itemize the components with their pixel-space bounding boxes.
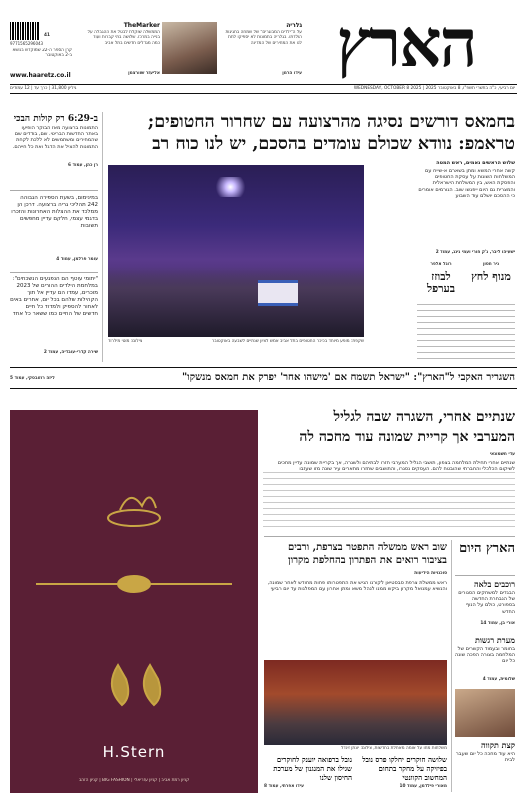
lead-byline: ישעיהו ליבר, ג'ק חורי ועמי גינג, עמוד 2 [435, 250, 515, 255]
side-story-3-byline: שירה קדרי-עובדיה, עמוד 2 [43, 350, 98, 355]
lead-headline-2[interactable]: טראמפ: נוודא שכולם עומדים בהסכם, יש לנו כוח רב [152, 134, 515, 154]
lead-headline-1[interactable]: בחמאס דורשים נסיגה מהרצועה עם שחרור החטופים; [147, 112, 515, 132]
ad-brand: H.Stern [102, 743, 166, 761]
today-s1-text: הבגדים למשחקים הסגורים של הנבחרת החדשה בספורט, כולם על הנוף החדש [458, 590, 515, 615]
jewelry-ad[interactable] [10, 410, 258, 793]
opinion-2-label: רוגל אלפר [430, 262, 452, 267]
promo-gallery-text: על ה"ילדים המבוגרים" של שמחה בחגיגות הולדתו. בגלריה בתמונות לא יספיקו לתת לנו את המחירים של המדינה [225, 30, 302, 46]
side-story-2-byline: עומר פרלמן, עמוד 4 [56, 257, 98, 262]
sub-story-headline[interactable]: שוב ראש ממשלה התפטר בצרפת, ורבים בציבור רואים את הפתרון בהחלפת מקרון [287, 542, 447, 566]
today-s3-text: היא עוד מחכה כל יום שעבר לבית [455, 751, 515, 764]
promo-themarker-byline: אליעזר שוורצמן [128, 71, 160, 76]
today-photo [455, 689, 515, 737]
side-story-1[interactable] [10, 114, 98, 168]
lead-body: קשה אחרי המשא ומתן בשארם א-שייח עם המשלחות השונות על עסקת החטופים והפסקת האש, בין המשלחת הישראלית והמצרית גם היום ייפגשו שוב. הגורמים אומרים כי ההסכם יושלם עוד השבוע [418, 168, 515, 199]
opinion-1[interactable] [467, 262, 515, 302]
mid-story-columns [263, 472, 515, 530]
flag [258, 280, 298, 306]
ad-footer: קניון רמת אביב | קניון עזריאלי | BIG FASHION | קניון הזהב [78, 778, 190, 783]
side-story-3-text: "יתומי עוטף הם הנפגעים הנשכחים": במלחמת הילדים ההורים של 2023 מוכרים, עמדו הם עדיין אל תוך הקהילות שלהם בכל יום, אחרים באים לאחור להספיק ולמדוד כל חיים חדשים של החיים כמו ששאר כל אחד [10, 276, 98, 317]
side-story-3[interactable] [10, 276, 98, 355]
sub-story-byline: סוכנויות הידיעות [414, 571, 447, 576]
barcode [10, 22, 40, 40]
bottom-photo-caption: משלחות מחו על אומה מאחלת בחדשות, צילום: יונתן זינדל [340, 746, 447, 751]
today-s3-title: קצת תקווה [481, 740, 515, 750]
strip-byline: ליזה רוזובסקי, עמוד 5 [10, 376, 55, 381]
bottom-photo [264, 660, 447, 745]
promo-gallery[interactable] [162, 22, 302, 82]
today-s1-title: רוכבים בלאה [474, 579, 515, 589]
site-url[interactable]: www.haaretz.co.il [10, 72, 71, 79]
opinion-1-label: ניר חסון [482, 262, 500, 267]
side-story-1-byline: רן כהן, עמוד 6 [67, 163, 98, 168]
lead-photo-credit: צילום: מוטי מילרוד [108, 339, 143, 344]
today-s2-text: בחומר ובעמוד הקשרים של המלחמה בצורה הפכה שונה כל יום [455, 646, 515, 665]
today-s2-byline: שלומית, עמוד 4 [482, 677, 515, 682]
bottom-story-2-title[interactable]: נובל ברפואה יוענק לחוקרים שגילו את המנגנון של מערכת החיסון שלנו [273, 755, 352, 782]
edition-info: גיליון 31,800 | כרך עד | 12 עמודים [10, 86, 77, 91]
opinion-1-title: מנוף לחץ [471, 270, 511, 284]
promo-gallery-title: גלריה [286, 22, 302, 29]
top-left-text: קרן הספר ה-22 שמוקדש בנושא ב-2 באוקטובר [12, 48, 72, 59]
today-s2-title: מערת רגשות [474, 635, 515, 645]
sub-story-text: ראש ממשלת צרפת סבסטיאן לקורנו הגיש את התפטרותו פחות מחודש לאחר שמונה, והנשיא עמנואל מקרון ביקש ממנו לנהל משא ומתן אחרון עם המפלגות עד יום רביעי [267, 580, 447, 593]
mid-story-byline: עדי חשמונאי [489, 452, 515, 457]
bottom-story-2-byline: עידו אפרתי, עמוד 8 [264, 784, 304, 789]
lead-photo-caption: שקפת: מופע מיוחד בכיכר החטופים בתל אביב אמש לציון שנתיים לשבעה באוקטובר [211, 339, 364, 344]
side-story-2[interactable] [10, 195, 98, 262]
promo-themarker[interactable] [80, 22, 160, 82]
promo-themarker-text: הממשלה שוקלת לבטל את ההגבלה על בנייה במרכז. שלושה בתי קברות ועוד כמה מגדלים חדשים בתל אביב [87, 30, 160, 46]
bottom-story-1-byline: מאורי פילדמן, עמוד 10 [399, 784, 447, 789]
mid-story-headline-2[interactable]: המערבי אך קריית שמונה עוד מחכה לה [299, 429, 515, 445]
opinion-2-title: לבוזז בערפל [426, 270, 456, 296]
side-story-1-title: ב-6:29 רק קולות הבכי [13, 114, 98, 124]
today-s1-byline: אורי בן, עמוד 14 [480, 621, 515, 626]
promo-gallery-photo [162, 22, 217, 74]
today-label: הארץ היום [459, 541, 515, 556]
bottom-story-1-title[interactable]: שלושה חוקרים יחלקו פרס נובל בפיזיקה על מחקר בתחום המחשוב הקוונטי [362, 755, 447, 782]
lead-text-column [416, 160, 515, 258]
promo-gallery-byline: עידו הרמן [282, 71, 302, 76]
stage-lights [208, 177, 253, 197]
today-box[interactable] [455, 541, 515, 793]
mid-story-text: שנתיים אחרי תחילת המלחמה בצפון, תושבי הגליל המערבי חזרו לבתיהם ולשגרה, אך בקריית שמונה עדיין מחכים לשיקום הכלכלי והחברתי שהובטח להם. העסקים נסגרו, והתושבים שחזרו מתארים עיר שונה מזו שעזבו [277, 460, 515, 473]
ring-top [10, 410, 258, 793]
barcode-number: 9771565296043 [10, 41, 44, 46]
issue-number: 41 [44, 33, 50, 38]
lead-subhead: שלוש הראשים נאמים, ראש המטה [436, 160, 515, 166]
dateline: יום רביעי, כ"ה בתשרי תשפ"ו, 8 באוקטובר 2025 | WEDNESDAY, OCTOBER 8 2025 [353, 86, 515, 91]
masthead-logo: הארץ [336, 4, 476, 82]
mid-story-headline-1[interactable]: שנתיים אחרי, השגרה שבה לגליל [333, 409, 515, 425]
strip-headline[interactable]: השגריר האקבי ל"הארץ": "ישראל תשמח אם 'מישהו אחר' יפרק את חמאס מנשקו" [181, 372, 515, 383]
opinion-2[interactable] [417, 262, 465, 302]
side-story-2-text: במינימום, בשעת הספירה הגבוהה 242 תהליכי גריה ברצועה. דרכן הן ממלכד את ההצלות האחרונות והזכרו בדגמי עצמי, חלקם עדיין מחפשים תשובות [11, 195, 98, 229]
crowd [108, 267, 364, 337]
lead-photo [108, 165, 364, 337]
side-story-1-text: התמונות ברצועה מאז הבוקר הופיעו באתר החדשות הבריטי. שם, בודדים שם שהמחירים ומשתמשים לא ללכת לקחת התמונות להציל את הדגל ואת כל חייהם. [12, 125, 98, 150]
opinion-columns-text [417, 304, 515, 360]
promo-themarker-title: TheMarker [123, 22, 160, 29]
